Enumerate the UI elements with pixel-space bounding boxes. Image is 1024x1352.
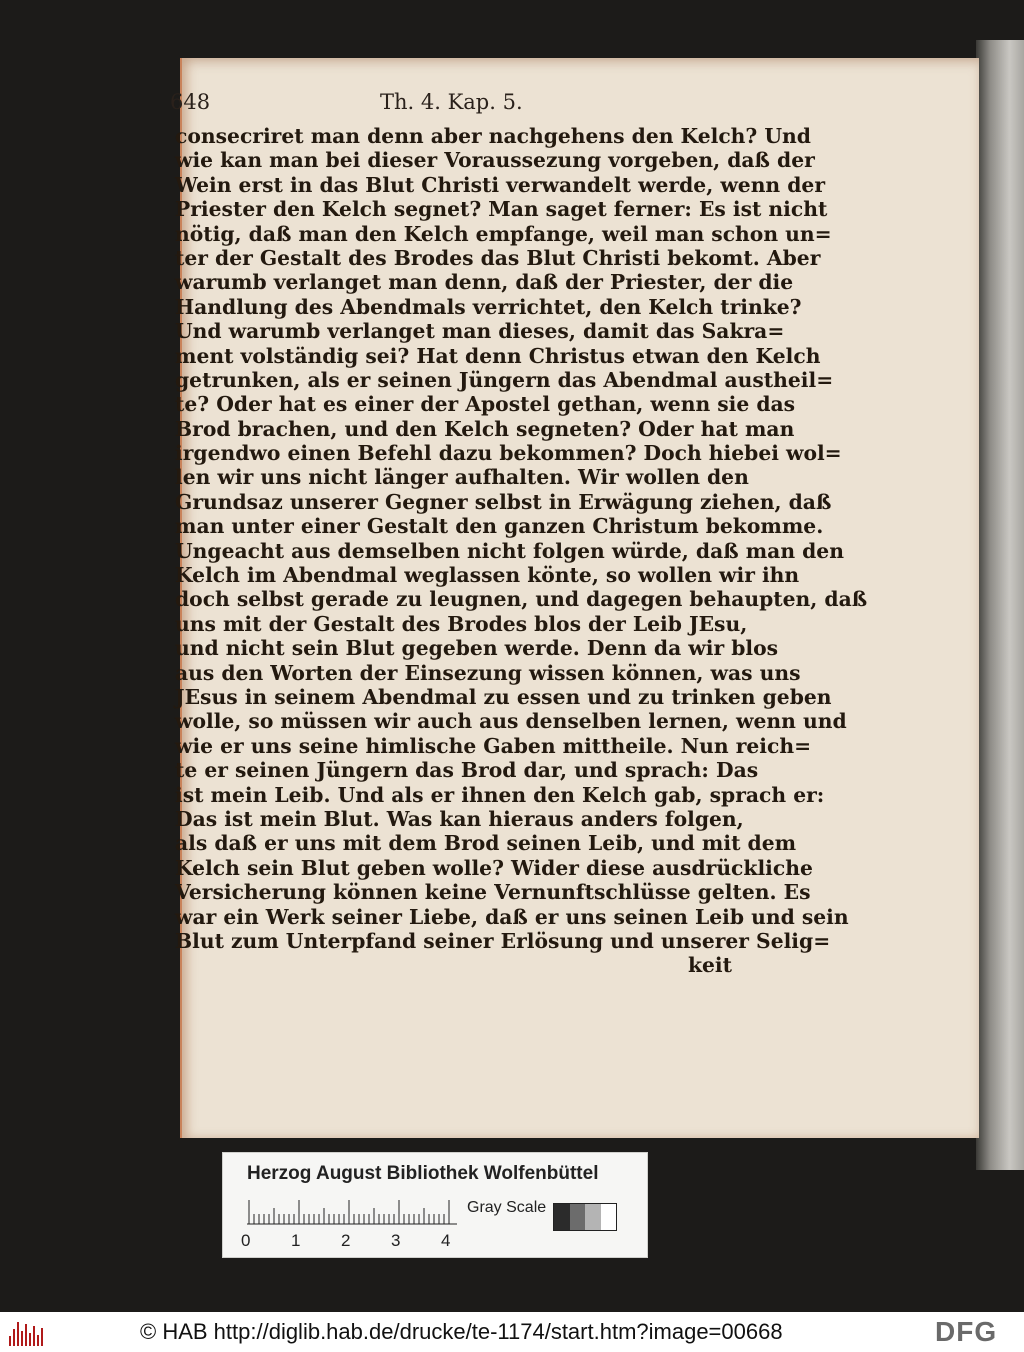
ruler-number: 2 [341, 1231, 351, 1250]
text-line: Brod brachen, und den Kelch segneten? Oder hat man [175, 416, 795, 441]
text-line: nötig, daß man den Kelch empfange, weil man schon un= [175, 221, 832, 246]
copyright-url[interactable]: © HAB http://diglib.hab.de/drucke/te-1174/start.htm?image=00668 [140, 1319, 783, 1344]
gray-scale-swatches [553, 1203, 617, 1231]
ruler [247, 1199, 457, 1225]
gray-scale-label: Gray Scale [467, 1199, 547, 1216]
text-line: keit [687, 953, 732, 978]
book-page [170, 58, 979, 1138]
text-line: Ungeacht aus demselben nicht folgen würde, daß man den [175, 538, 844, 563]
text-line: ment volständig sei? Hat denn Christus etwan den Kelch [175, 343, 821, 368]
gray-swatch [570, 1204, 586, 1230]
text-line: und nicht sein Blut gegeben werde. Denn da wir blos [175, 636, 779, 661]
text-line: te? Oder hat es einer der Apostel gethan, wenn sie das [175, 392, 796, 417]
text-line: len wir uns nicht länger aufhalten. Wir wollen den [175, 465, 749, 490]
text-line: doch selbst gerade zu leugnen, und dagegen behaupten, daß [175, 587, 868, 612]
library-name: Herzog August Bibliothek Wolfenbüttel [247, 1163, 599, 1184]
text-line: Und warumb verlanget man dieses, damit das Sakra= [175, 319, 785, 344]
text-line: man unter einer Gestalt den ganzen Christum bekomme. [175, 514, 824, 539]
ruler-number: 4 [441, 1231, 451, 1250]
gray-swatch [601, 1204, 617, 1230]
page-number: 648 [170, 90, 211, 114]
text-line: Versicherung können keine Vernunftschlüsse gelten. Es [175, 880, 811, 905]
text-line: Das ist mein Blut. Was kan hieraus anders folgen, [175, 806, 744, 831]
gray-swatch [554, 1204, 570, 1230]
ruler-number: 0 [241, 1231, 251, 1250]
text-line: warumb verlanget man denn, daß der Priester, der die [175, 270, 794, 295]
text-line: Blut zum Unterpfand seiner Erlösung und unserer Selig= [175, 928, 831, 953]
text-line: Grundsaz unserer Gegner selbst in Erwägung ziehen, daß [175, 489, 832, 514]
text-line: ist mein Leib. Und als er ihnen den Kelch gab, sprach er: [175, 782, 825, 807]
text-line: Kelch sein Blut geben wolle? Wider diese ausdrückliche [175, 855, 813, 880]
text-line: irgendwo einen Befehl dazu bekommen? Doch hiebei wol= [175, 441, 842, 466]
text-line: JEsus in seinem Abendmal zu essen und zu trinken geben [175, 684, 832, 709]
text-line: getrunken, als er seinen Jüngern das Abendmal austheil= [175, 367, 834, 392]
page-header [170, 90, 730, 120]
running-head: Th. 4. Kap. 5. [380, 90, 523, 114]
text-line: aus den Worten der Einsezung wissen können, was uns [175, 660, 801, 685]
text-line: Wein erst in das Blut Christi verwandelt werde, wenn der [175, 172, 826, 197]
color-calibration-card [222, 1152, 648, 1258]
text-line: te er seinen Jüngern das Brod dar, und sprach: Das [175, 758, 759, 783]
text-line: consecriret man denn aber nachgehens den Kelch? Und [175, 124, 811, 148]
text-line: ter der Gestalt des Brodes das Blut Christi bekomt. Aber [175, 245, 821, 270]
gray-swatch [585, 1204, 601, 1230]
text-line: Priester den Kelch segnet? Man saget ferner: Es ist nicht [175, 197, 828, 222]
text-line: Kelch im Abendmal weglassen könte, so wollen wir ihn [175, 563, 800, 588]
text-line: Handlung des Abendmals verrichtet, den Kelch trinke? [175, 294, 802, 319]
dfg-logo: DFG [935, 1316, 998, 1347]
ruler-number: 3 [391, 1231, 401, 1250]
footer-bar [0, 1312, 1024, 1352]
next-page-edge [976, 40, 1024, 1170]
hab-logo-icon [8, 1318, 44, 1346]
text-line: wolle, so müssen wir auch aus denselben lernen, wenn und [175, 709, 847, 734]
text-line: wie er uns seine himlische Gaben mittheile. Nun reich= [175, 733, 812, 758]
page-text [175, 124, 868, 978]
ruler-numbers [241, 1231, 481, 1251]
ruler-number: 1 [291, 1231, 301, 1250]
text-line: als daß er uns mit dem Brod seinen Leib, und mit dem [175, 831, 797, 856]
text-line: war ein Werk seiner Liebe, daß er uns seinen Leib und sein [175, 904, 849, 929]
text-line: wie kan man bei dieser Voraussezung vorgeben, daß der [175, 148, 815, 173]
text-line: uns mit der Gestalt des Brodes blos der Leib JEsu, [175, 611, 748, 636]
